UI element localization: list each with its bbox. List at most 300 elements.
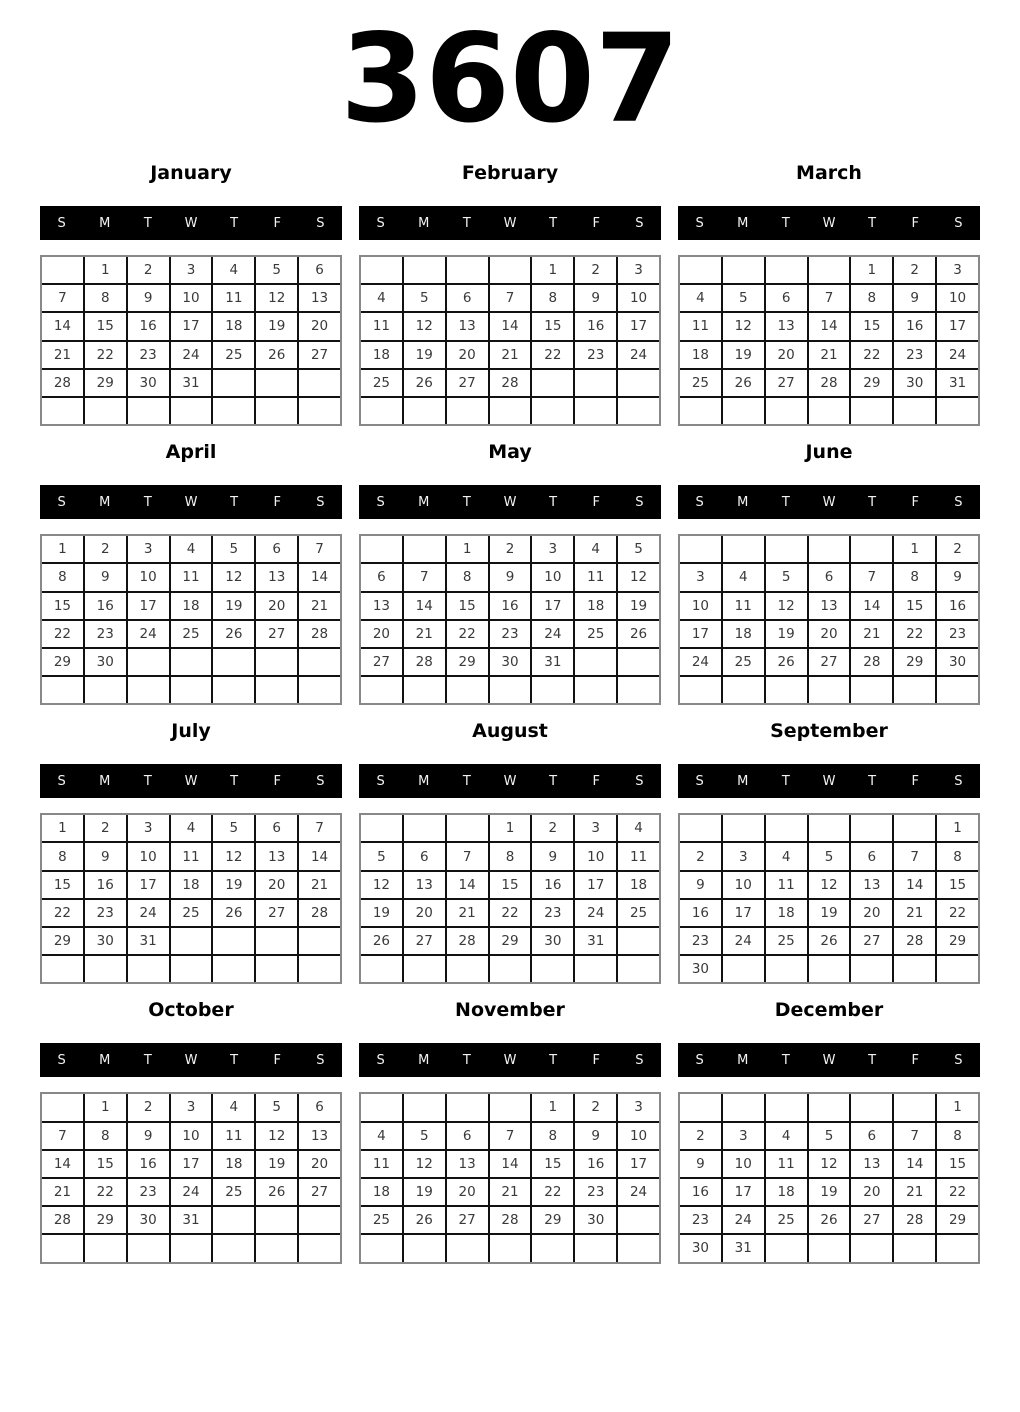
day-cell: 6: [404, 843, 445, 869]
day-cell-empty: [894, 398, 935, 424]
day-cell: 18: [766, 900, 807, 926]
day-cell-empty: [171, 398, 212, 424]
day-cell: 9: [85, 843, 126, 869]
day-cell: 4: [171, 815, 212, 841]
day-cell: 23: [680, 1207, 721, 1233]
month-block: [40, 441, 342, 705]
day-cell: 27: [766, 370, 807, 396]
day-cell: 6: [809, 564, 850, 590]
day-cell: 21: [490, 342, 531, 368]
day-cell: 7: [809, 285, 850, 311]
month-block: [359, 999, 661, 1263]
weekday-label: W: [184, 1052, 198, 1068]
day-cell: 30: [128, 1207, 169, 1233]
weekday-label: T: [462, 1052, 471, 1068]
day-cell: 11: [213, 285, 254, 311]
day-cell: 10: [618, 1123, 659, 1149]
day-cell: 28: [299, 900, 340, 926]
day-cell-empty: [723, 677, 764, 703]
day-cell-empty: [851, 398, 892, 424]
day-cell: 24: [171, 1179, 212, 1205]
day-cell: 29: [42, 649, 83, 675]
weekday-label: W: [822, 494, 836, 510]
day-cell: 25: [575, 621, 616, 647]
day-cell: 8: [42, 564, 83, 590]
day-cell: 15: [532, 313, 573, 339]
day-cell: 19: [809, 900, 850, 926]
day-cell: 28: [490, 370, 531, 396]
day-cell-empty: [618, 1235, 659, 1261]
day-cell-empty: [894, 677, 935, 703]
day-cell-empty: [723, 1094, 764, 1120]
day-cell-empty: [723, 956, 764, 982]
day-cell-empty: [404, 815, 445, 841]
day-cell: 28: [42, 1207, 83, 1233]
day-cell: 11: [171, 564, 212, 590]
day-cell-empty: [766, 956, 807, 982]
day-cell-empty: [575, 370, 616, 396]
day-cell: 8: [937, 1123, 978, 1149]
day-cell: 23: [894, 342, 935, 368]
month-title: May: [488, 441, 532, 464]
day-cell: 10: [128, 564, 169, 590]
day-cell-empty: [404, 1235, 445, 1261]
weekday-label: S: [57, 773, 66, 789]
day-cell: 9: [532, 843, 573, 869]
month-title: January: [150, 162, 232, 184]
month-block: [359, 720, 661, 984]
day-cell: 28: [809, 370, 850, 396]
weekday-label: F: [592, 1052, 601, 1068]
day-cell: 6: [851, 843, 892, 869]
weekday-label: W: [503, 215, 517, 231]
day-cell-empty: [42, 257, 83, 283]
day-cell: 1: [447, 536, 488, 562]
day-cell-empty: [809, 956, 850, 982]
day-cell: 13: [256, 564, 297, 590]
day-cell: 27: [361, 649, 402, 675]
weekday-header-row: [678, 485, 980, 519]
day-cell-empty: [851, 1235, 892, 1261]
day-cell-empty: [299, 649, 340, 675]
day-cell-empty: [447, 815, 488, 841]
day-cell: 7: [42, 285, 83, 311]
day-cell-empty: [42, 1094, 83, 1120]
day-cell-empty: [85, 956, 126, 982]
month-block: [359, 162, 661, 426]
day-cell: 22: [851, 342, 892, 368]
day-cell: 30: [680, 956, 721, 982]
weekday-label: S: [954, 494, 963, 510]
day-cell: 29: [85, 370, 126, 396]
day-cell: 16: [575, 313, 616, 339]
weekday-label: W: [503, 494, 517, 510]
weekday-label: S: [954, 215, 963, 231]
day-cell: 14: [894, 872, 935, 898]
day-cell-empty: [723, 815, 764, 841]
day-cell: 27: [851, 1207, 892, 1233]
day-cell: 14: [42, 1151, 83, 1177]
day-cell: 1: [42, 536, 83, 562]
weekday-label: F: [592, 215, 601, 231]
day-cell: 18: [766, 1179, 807, 1205]
day-cell: 30: [490, 649, 531, 675]
day-cell: 1: [85, 1094, 126, 1120]
day-cell: 17: [532, 593, 573, 619]
day-cell: 10: [723, 1151, 764, 1177]
day-cell: 19: [256, 1151, 297, 1177]
day-cell: 15: [42, 593, 83, 619]
day-cell: 12: [723, 313, 764, 339]
day-cell: 16: [128, 313, 169, 339]
weekday-label: M: [737, 215, 749, 231]
month-grid: [678, 255, 980, 426]
month-title: August: [472, 720, 548, 743]
weekday-label: S: [695, 773, 704, 789]
month-block: [678, 162, 980, 426]
day-cell: 8: [85, 1123, 126, 1149]
day-cell: 2: [85, 536, 126, 562]
day-cell: 25: [680, 370, 721, 396]
day-cell: 6: [851, 1123, 892, 1149]
day-cell: 29: [85, 1207, 126, 1233]
day-cell: 3: [128, 536, 169, 562]
day-cell: 17: [128, 593, 169, 619]
day-cell-empty: [766, 677, 807, 703]
day-cell-empty: [447, 956, 488, 982]
day-cell-empty: [128, 956, 169, 982]
day-cell: 30: [85, 928, 126, 954]
day-cell-empty: [680, 677, 721, 703]
day-cell: 23: [532, 900, 573, 926]
day-cell-empty: [937, 1235, 978, 1261]
day-cell: 22: [490, 900, 531, 926]
day-cell-empty: [490, 956, 531, 982]
day-cell-empty: [490, 398, 531, 424]
day-cell: 26: [723, 370, 764, 396]
day-cell: 7: [404, 564, 445, 590]
day-cell: 25: [723, 649, 764, 675]
weekday-label: S: [635, 1052, 644, 1068]
day-cell: 2: [937, 536, 978, 562]
day-cell-empty: [532, 677, 573, 703]
day-cell-empty: [447, 398, 488, 424]
day-cell: 15: [894, 593, 935, 619]
weekday-label: T: [549, 773, 558, 789]
day-cell: 7: [490, 285, 531, 311]
day-cell: 23: [85, 900, 126, 926]
day-cell-empty: [171, 649, 212, 675]
day-cell: 20: [809, 621, 850, 647]
day-cell-empty: [618, 928, 659, 954]
weekday-label: F: [911, 1052, 920, 1068]
day-cell: 21: [894, 900, 935, 926]
day-cell: 5: [404, 1123, 445, 1149]
day-cell-empty: [766, 398, 807, 424]
day-cell: 16: [490, 593, 531, 619]
day-cell: 15: [490, 872, 531, 898]
day-cell: 9: [490, 564, 531, 590]
weekday-header-row: [40, 485, 342, 519]
day-cell-empty: [404, 677, 445, 703]
day-cell-empty: [894, 1094, 935, 1120]
weekday-header-row: [40, 206, 342, 240]
day-cell: 5: [766, 564, 807, 590]
day-cell-empty: [809, 257, 850, 283]
day-cell: 19: [404, 342, 445, 368]
day-cell-empty: [256, 677, 297, 703]
day-cell: 24: [128, 621, 169, 647]
day-cell: 23: [128, 342, 169, 368]
weekday-label: T: [230, 494, 239, 510]
day-cell: 7: [894, 843, 935, 869]
day-cell: 16: [680, 900, 721, 926]
weekday-label: M: [418, 215, 430, 231]
day-cell-empty: [766, 1235, 807, 1261]
weekday-label: W: [503, 773, 517, 789]
day-cell: 29: [532, 1207, 573, 1233]
day-cell-empty: [490, 1235, 531, 1261]
weekday-label: T: [462, 494, 471, 510]
day-cell-empty: [213, 928, 254, 954]
day-cell: 6: [299, 257, 340, 283]
day-cell-empty: [361, 257, 402, 283]
day-cell: 24: [723, 1207, 764, 1233]
day-cell: 11: [618, 843, 659, 869]
weekday-label: T: [868, 1052, 877, 1068]
day-cell-empty: [490, 677, 531, 703]
weekday-label: M: [99, 494, 111, 510]
day-cell: 20: [447, 342, 488, 368]
day-cell: 31: [128, 928, 169, 954]
weekday-label: M: [737, 1052, 749, 1068]
weekday-label: T: [143, 215, 152, 231]
day-cell: 17: [618, 1151, 659, 1177]
day-cell: 7: [447, 843, 488, 869]
day-cell-empty: [213, 398, 254, 424]
day-cell: 10: [618, 285, 659, 311]
day-cell-empty: [256, 370, 297, 396]
day-cell: 19: [766, 621, 807, 647]
day-cell: 2: [680, 1123, 721, 1149]
day-cell: 14: [809, 313, 850, 339]
day-cell: 17: [128, 872, 169, 898]
day-cell: 20: [851, 1179, 892, 1205]
day-cell: 13: [404, 872, 445, 898]
day-cell-empty: [299, 677, 340, 703]
day-cell-empty: [213, 649, 254, 675]
day-cell: 18: [723, 621, 764, 647]
day-cell: 8: [894, 564, 935, 590]
weekday-label: F: [592, 494, 601, 510]
day-cell: 21: [851, 621, 892, 647]
day-cell: 21: [299, 872, 340, 898]
day-cell: 17: [171, 1151, 212, 1177]
day-cell-empty: [171, 956, 212, 982]
day-cell: 12: [809, 1151, 850, 1177]
day-cell: 18: [361, 342, 402, 368]
day-cell: 27: [404, 928, 445, 954]
day-cell: 20: [299, 1151, 340, 1177]
day-cell: 27: [256, 621, 297, 647]
day-cell: 22: [937, 900, 978, 926]
day-cell-empty: [361, 536, 402, 562]
day-cell: 18: [618, 872, 659, 898]
day-cell: 3: [171, 257, 212, 283]
day-cell: 25: [213, 1179, 254, 1205]
day-cell: 15: [85, 313, 126, 339]
day-cell: 18: [680, 342, 721, 368]
day-cell: 2: [128, 257, 169, 283]
day-cell-empty: [256, 649, 297, 675]
weekday-label: F: [911, 215, 920, 231]
day-cell: 1: [532, 1094, 573, 1120]
weekday-label: T: [868, 494, 877, 510]
day-cell: 18: [361, 1179, 402, 1205]
day-cell-empty: [851, 815, 892, 841]
day-cell-empty: [361, 1094, 402, 1120]
day-cell: 11: [766, 872, 807, 898]
weekday-header-row: [359, 206, 661, 240]
day-cell: 17: [723, 900, 764, 926]
day-cell: 27: [256, 900, 297, 926]
day-cell: 16: [85, 872, 126, 898]
day-cell-empty: [299, 1235, 340, 1261]
day-cell: 18: [213, 313, 254, 339]
day-cell: 24: [575, 900, 616, 926]
weekday-label: S: [954, 1052, 963, 1068]
day-cell: 15: [937, 872, 978, 898]
day-cell: 16: [532, 872, 573, 898]
day-cell: 14: [447, 872, 488, 898]
weekday-label: F: [273, 773, 282, 789]
day-cell: 9: [937, 564, 978, 590]
day-cell: 31: [171, 370, 212, 396]
day-cell: 5: [213, 815, 254, 841]
day-cell-empty: [171, 677, 212, 703]
day-cell: 13: [447, 1151, 488, 1177]
day-cell: 23: [85, 621, 126, 647]
weekday-header-row: [359, 485, 661, 519]
day-cell: 28: [894, 1207, 935, 1233]
day-cell: 12: [618, 564, 659, 590]
day-cell: 6: [361, 564, 402, 590]
day-cell: 12: [809, 872, 850, 898]
day-cell: 20: [447, 1179, 488, 1205]
day-cell: 29: [937, 1207, 978, 1233]
day-cell-empty: [532, 1235, 573, 1261]
day-cell-empty: [171, 1235, 212, 1261]
day-cell: 25: [171, 621, 212, 647]
weekday-label: T: [230, 215, 239, 231]
day-cell-empty: [256, 956, 297, 982]
day-cell: 17: [680, 621, 721, 647]
day-cell: 21: [894, 1179, 935, 1205]
year-title: 3607: [340, 8, 680, 150]
month-grid: [359, 1092, 661, 1263]
day-cell: 3: [618, 1094, 659, 1120]
day-cell: 28: [299, 621, 340, 647]
weekday-label: S: [695, 494, 704, 510]
day-cell: 14: [894, 1151, 935, 1177]
month-grid: [678, 1092, 980, 1263]
day-cell-empty: [723, 398, 764, 424]
day-cell-empty: [618, 1207, 659, 1233]
weekday-label: T: [230, 1052, 239, 1068]
day-cell: 7: [299, 536, 340, 562]
weekday-label: S: [316, 1052, 325, 1068]
weekday-label: W: [503, 1052, 517, 1068]
day-cell: 3: [575, 815, 616, 841]
day-cell: 17: [618, 313, 659, 339]
day-cell-empty: [575, 398, 616, 424]
day-cell: 5: [256, 1094, 297, 1120]
day-cell: 9: [128, 1123, 169, 1149]
day-cell-empty: [361, 815, 402, 841]
day-cell: 10: [171, 285, 212, 311]
day-cell: 12: [404, 1151, 445, 1177]
day-cell: 7: [42, 1123, 83, 1149]
day-cell-empty: [809, 815, 850, 841]
day-cell: 2: [532, 815, 573, 841]
day-cell-empty: [447, 257, 488, 283]
weekday-label: T: [462, 773, 471, 789]
day-cell: 26: [404, 1207, 445, 1233]
day-cell: 21: [299, 593, 340, 619]
day-cell-empty: [213, 956, 254, 982]
month-title: July: [171, 720, 211, 743]
day-cell-empty: [256, 928, 297, 954]
day-cell: 7: [894, 1123, 935, 1149]
weekday-label: W: [822, 1052, 836, 1068]
day-cell: 18: [213, 1151, 254, 1177]
weekday-label: S: [376, 773, 385, 789]
day-cell: 23: [128, 1179, 169, 1205]
day-cell: 5: [361, 843, 402, 869]
day-cell: 19: [809, 1179, 850, 1205]
day-cell: 12: [213, 564, 254, 590]
day-cell-empty: [851, 1094, 892, 1120]
day-cell: 3: [618, 257, 659, 283]
day-cell-empty: [404, 257, 445, 283]
weekday-label: T: [781, 215, 790, 231]
day-cell: 14: [404, 593, 445, 619]
day-cell: 8: [447, 564, 488, 590]
weekday-label: M: [418, 1052, 430, 1068]
day-cell: 28: [851, 649, 892, 675]
day-cell: 7: [490, 1123, 531, 1149]
day-cell: 5: [213, 536, 254, 562]
day-cell-empty: [447, 1235, 488, 1261]
month-grid: [40, 534, 342, 705]
month-block: [40, 720, 342, 984]
day-cell-empty: [723, 257, 764, 283]
day-cell-empty: [680, 1094, 721, 1120]
day-cell: 30: [680, 1235, 721, 1261]
weekday-label: W: [822, 773, 836, 789]
day-cell: 2: [490, 536, 531, 562]
day-cell: 9: [894, 285, 935, 311]
day-cell: 21: [447, 900, 488, 926]
day-cell-empty: [404, 398, 445, 424]
day-cell: 13: [299, 285, 340, 311]
day-cell: 26: [361, 928, 402, 954]
day-cell-empty: [766, 815, 807, 841]
day-cell-empty: [256, 398, 297, 424]
day-cell: 4: [766, 1123, 807, 1149]
day-cell: 24: [128, 900, 169, 926]
day-cell: 15: [532, 1151, 573, 1177]
